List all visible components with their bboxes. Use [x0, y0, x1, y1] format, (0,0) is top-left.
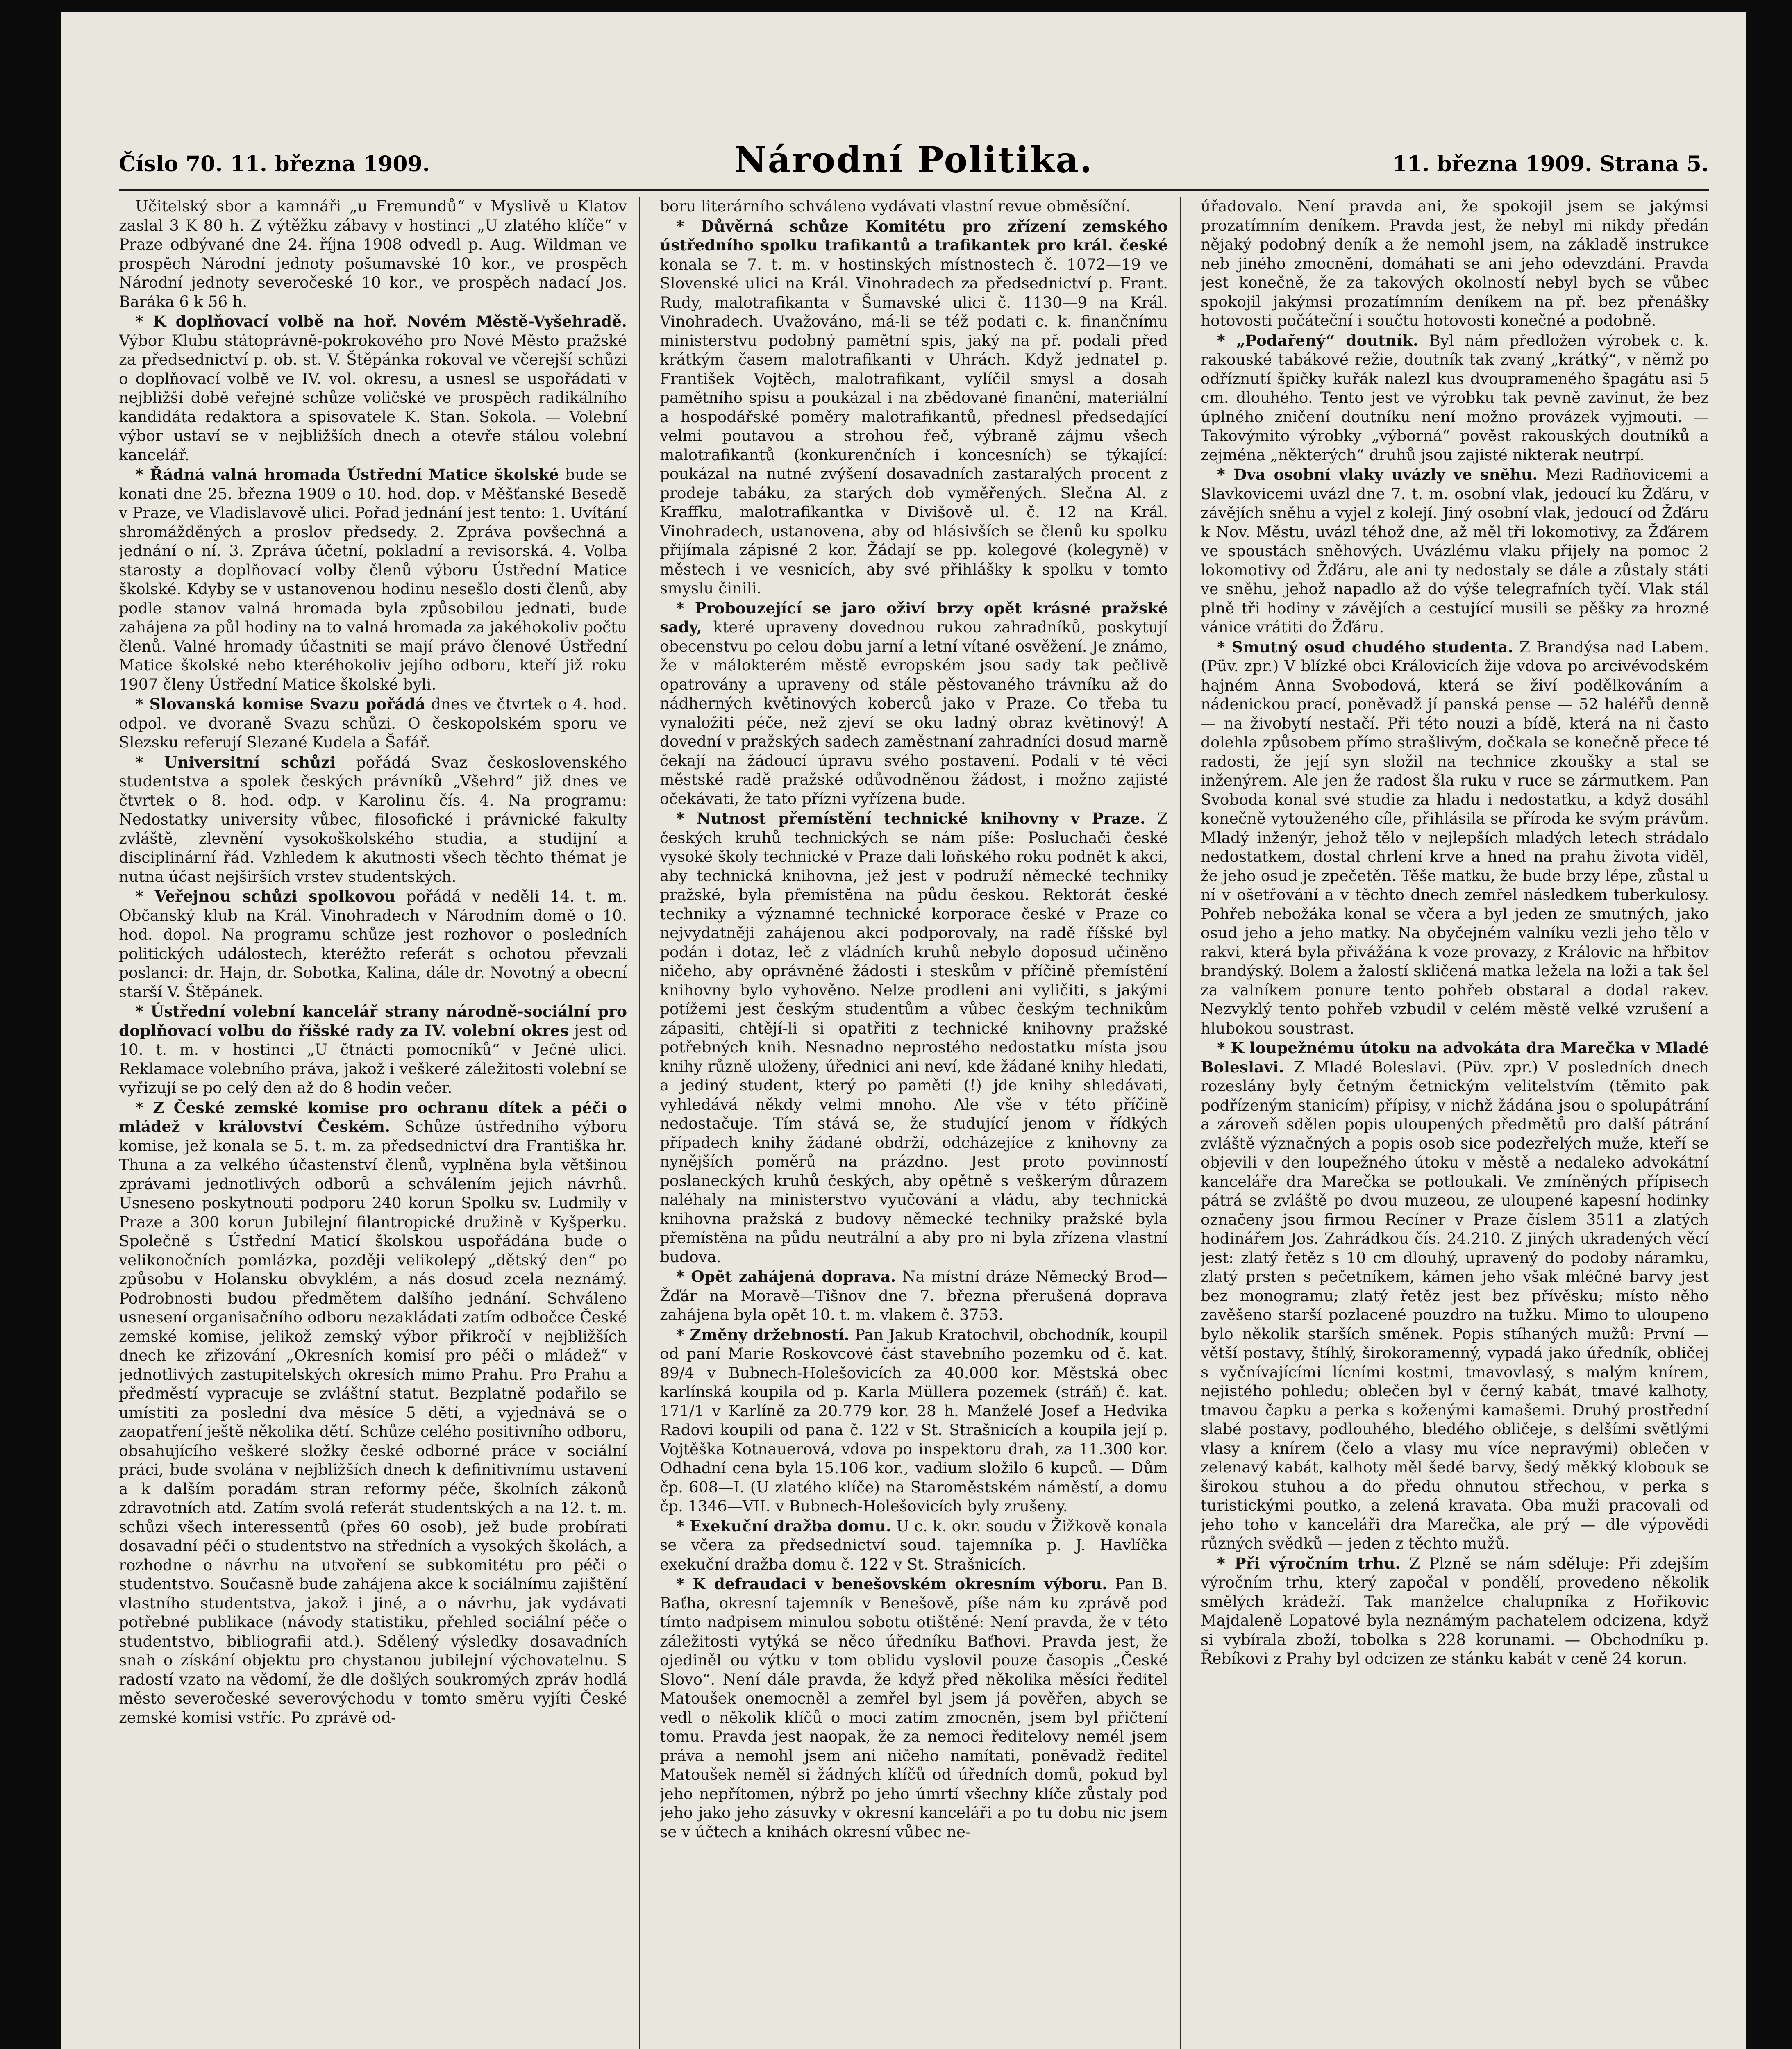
- article-paragraph: [1201, 1554, 1709, 1668]
- article-paragraph: [660, 809, 1168, 1266]
- article-heading: * Universitní schůzi: [135, 753, 336, 771]
- date-and-page: 11. března 1909. Strana 5.: [1392, 152, 1709, 177]
- article-paragraph: [119, 1098, 627, 1727]
- article-heading: * Z České zemské komise pro ochranu dítek a péči o mládež v království Českém.: [119, 1098, 627, 1136]
- column-1: [119, 197, 627, 2049]
- article-text: pořádá Svaz československého studentstva a spolek českých právníků „Všehrd“ již dnes ve čtvrtek o 8. hod. odp. v Karolinu čís. 4. Na programu: Nedostatky university vůbec, filosofické i právnické fakulty zvláště, zlevnění vysokoškolského studia, a studijní a disciplinární řád. Vzhledem k akutnosti všech těchto thémat je nutna účast nejširších vrstev studentských.: [119, 753, 627, 886]
- article-heading: * Opět zahájená doprava.: [676, 1268, 896, 1286]
- article-heading: * Při výročním trhu.: [1217, 1554, 1401, 1572]
- article-paragraph: [660, 1267, 1168, 1324]
- article-text: Pan B. Baťha, okresní tajemník v Benešově, píše nám ku zprávě pod tímto nadpisem minulou sobotu otištěné: Není pravda, že v této záležitosti vytýká se něco úředníku Baťhovi. Pravda jest, že ojediněl ou výtku v tom oblidu vyslovil pouze časopis „České Slovo“. Není dále pravda, že když před několika měsíci ředitel Matoušek onemocněl a zemřel byl jsem já pověřen, abych se vedl o několik klíčů o moci zatím zmocněn, jsem byl přičtení tomu. Pravda jest naopak, že za nemoci ředitelovy nemél jsem práva a nemohl jsem ani ničeho namítati, poněvadž ředitel Matoušek neměl si žádných klíčů od úředních domů, pokud byl jeho nepřítomen, nýbrž po jeho úmrtí všechny klíče zůstaly pod jeho jako jeho zásuvky v okresní kanceláři a po tu dobu nic jsem se v účtech a knihách okresní vůbec ne-: [660, 1575, 1168, 1841]
- article-paragraph: [1201, 465, 1709, 637]
- article-text: dnes ve čtvrtek o 4. hod. odpol. ve dvoraně Svazu schůzi. O českopolském sporu ve Slezsku referují Slezané Kudela a Šafář.: [119, 695, 627, 751]
- article-heading: * Slovanská komise Svazu pořádá: [135, 695, 425, 713]
- issue-number: Číslo 70. 11. března 1909.: [119, 152, 430, 177]
- article-heading: * Nutnost přemístění technické knihovny v Praze.: [676, 809, 1146, 827]
- article-paragraph: [660, 599, 1168, 809]
- column-2: [660, 197, 1168, 2049]
- article-text: které upraveny dovednou rukou zahradníků, poskytují obecenstvu po celou dobu jarní a letní vítané osvěžení. Je známo, že v málokterém městě evropském jsou sady tak pečlivě opatrovány a upraveny od stále pěstovaného trávníku až do nádherných květinových koberců jako v Praze. Co třeba tu vynaložiti péče, než zjeví se oku ladný obraz květinový! A dovední v pražských sadech zaměstnaní zahradníci dosud marně čekají na žádoucí úpravu svého postavení. Podali v té věci městské radě pražské odůvodněnou žádost, i možno zajisté očekávati, že tato přízni vyřízena bude.: [660, 618, 1168, 808]
- article-text: Z Mladé Boleslavi. (Püv. zpr.) V posledních dnech rozeslány byly četným četnickým velitelstvím (těmito pak podřízeným stanicím) přípisy, v nichž žádána jsou o spolupátrání a zároveň sdělen popis uloupených předmětů pro další pátrání zvláště význačných a popis osob sice podezřelých muže, kteří se objevili v den loupežného útoku v městě a nedaleko advokátní kanceláře dra Marečka se potloukali. Ve zmíněných přípisech pátrá se zvláště po dvou muzeou, ze uloupené kapesní hodinky označeny jsou firmou Recíner v Praze číslem 3511 a zlatých hodinářem Jos. Zahrádkou čís. 24.210. Z jiných ukradených věcí jest: zlatý řetěz s 10 cm dlouhý, upravený do podoby náramku, zlatý prsten s pečetníkem, kámen jeho však mléčné barvy jest bez monogramu; zlatý řetěz jest bez přívěsku; místo něho zavěšeno starší pozlacené pouzdro na tužku. Mimo to uloupeno bylo několik starších směnek. Popis stíhaných mužů: První — větší postavy, štíhlý, širokoramenný, vypadá jako úředník, obličej s vyčnívajícími lícními kostmi, tmavovlasý, s malým knírem, nejistého pohledu; oblečen byl v černý kabát, tmavé kalhoty, tmavou čapku a perka s koženými kamašemi. Druhý prostřední slabé postavy, podlouhého, bledého obličeje, s delšími světlými vlasy a knírem (čelo a vlasy mu více nepravými) oblečen v zelenavý kabát, kalhoty měl šedé barvy, šedý měkký klobouk se širokou stuhou a do předu ohnutou střechou, v perka s turistickými poutko, a zelená kravata. Oba muži pracovali od jeho toho v kanceláři dra Marečka, ale prý — dle výpovědi různých svědků — jeden z těchto mužů.: [1201, 1058, 1709, 1552]
- article-paragraph: [1201, 1038, 1709, 1553]
- article-text: U c. k. okr. soudu v Žižkově konala se včera za předsednictví soud. tajemníka p. J. Havlíčka exekuční dražba domu č. 122 v St. Strašnicích.: [660, 1517, 1168, 1573]
- article-text: Byl nám předložen výrobek c. k. rakouské tabákové režie, doutník tak zvaný „krátký“, v němž po odříznutí špičky kuřák nalezl kus dvouprameného špagátu asi 5 cm. dlouhého. Tento jest ve výrobku tak pevně zavinut, že bez úplného zničení doutníku není možno provázek vyjmouti. — Takovýmito výrobky „výborná“ pověst rakouských doutníků a zejména „některých“ druhů jsou zajisté nikterak neutrpí.: [1201, 331, 1709, 464]
- article-paragraph: [119, 465, 627, 694]
- article-text: Z Plzně se nám sděluje: Při zdejším výročním trhu, který započal v pondělí, provedeno několik smělých krádeží. Tak manželce chalupníka z Hořikovic Majdaleně Lopatové byla neznámým pachatelem odcizena, když si vybírala zboží, tobolka s 228 korunami. — Obchodníku p. Řebíkovi z Prahy byl odcizen ze stánku kabát v ceně 24 korun.: [1201, 1554, 1709, 1667]
- article-paragraph: [1201, 197, 1709, 330]
- article-heading: * Exekuční dražba domu.: [676, 1517, 892, 1535]
- article-text: pořádá v neděli 14. t. m. Občanský klub na Král. Vinohradech v Národním domě o 10. hod. dopol. Na programu schůze jest rozhovor o posledních politických událostech, kteréžto referát s ochotou převzali poslanci: dr. Hajn, dr. Sobotka, Kalina, dále dr. Novotný a obecní starší V. Štěpánek.: [119, 887, 627, 1001]
- article-text: Na místní dráze Německý Brod—Žďár na Moravě—Tišnov dne 7. března přerušená doprava zahájena byla opět 10. t. m. vlakem č. 3753.: [660, 1268, 1168, 1324]
- article-text: Mezi Radňovicemi a Slavkovicemi uvázl dne 7. t. m. osobní vlak, jedoucí ku Žďáru, v závějích sněhu a vyjel z kolejí. Jiný osobní vlak, jedoucí od Žďáru k Nov. Městu, uvázl téhož dne, až měl tři lokomotivy, za Žďárem ve spoustách sněhových. Uvázlému vlaku přijely na pomoc 2 lokomotivy od Žďáru, ale ani ty nedostaly se dále a zůstaly státi ve sněhu, jehož napadlo až do výše telegrafních tyčí. Vlak stál plně tři hodiny v závějích a cestující musili se pěšky za hrozné vánice vrátiti do Žďáru.: [1201, 466, 1709, 636]
- article-heading: * Smutný osud chudého studenta.: [1217, 638, 1513, 656]
- article-heading: * „Podařený“ doutník.: [1217, 331, 1418, 350]
- article-paragraph: [119, 695, 627, 752]
- article-heading: * Dva osobní vlaky uvázly ve sněhu.: [1217, 466, 1538, 484]
- article-text: jest od 10. t. m. v hostinci „U čtnácti pomocníků“ v Ječné ulici. Reklamace volebního práva, jakož i veškeré záležitosti volební se vyřizují se po celý den až do 8 hodin večer.: [119, 1021, 627, 1097]
- page-header: [119, 139, 1709, 189]
- article-paragraph: [119, 197, 627, 311]
- article-heading: * K defraudaci v benešovském okresním výboru.: [676, 1575, 1108, 1593]
- article-paragraph: [660, 197, 1168, 216]
- article-text: konala se 7. t. m. v hostinských místnostech č. 1072—19 ve Slovenské ulici na Král. Vinohradech za předsednictví p. Frant. Rudy, malotrafikanta v Šumavské ulici č. 1130—9 na Král. Vinohradech. Uvažováno, má-li se též podati c. k. finančnímu ministerstvu podobný pamětní spis, jaký na př. podali před krátkým časem malotrafikanti v Uhrách. Když jednatel p. František Vojtěch, malotrafikant, vylíčil smysl a dosah pamětního spisu a poukázal i na zbědované finanční, materiální a hospodářské poměry malotrafikantů, přednesl předsedající velmi poutavou a strohou řeč, výbraně zájmu všech malotrafikantů (konkurenčních i koncesních) se týkající: poukázal na nutné zvýšení dosavadních zastaralých procent z prodeje tabáku, za starých dob vyměřených. Slečna Al. z Kraffku, malotrafikantka v Divišově ul. č. 12 na Král. Vinohradech, ustanovena, aby od hlásivších se členů ku spolku přijímala zápisné 2 kor. Žádají se pp. kolegové (kolegyně) v městech i ve vesnicích, aby své přihlášky k spolku v tomto smyslu činili.: [660, 255, 1168, 597]
- column-divider: [639, 197, 640, 2049]
- article-heading: * Veřejnou schůzi spolkovou: [135, 887, 395, 905]
- article-paragraph: [660, 1574, 1168, 1841]
- column-divider: [1180, 197, 1181, 2049]
- column-3: [1201, 197, 1709, 2049]
- article-text: Výbor Klubu státoprávně-pokrokového pro Nové Město pražské za předsednictví p. ob. st. V. Štěpánka rokoval ve včerejší schůzi o doplňovací volbě ve IV. vol. okresu, a usnesl se uspořádati v nejbližší době veřejné schůze voličské ve prospěch radikálního kandidáta redaktora a spisovatele K. Stan. Sokola. — Volební výbor ustaví se v nejbližších dnech a otevře stálou volební kancelář.: [119, 331, 627, 464]
- article-heading: * Důvěrná schůze Komitétu pro zřízení zemského ústředního spolku trafikantů a trafikantek pro král. české: [660, 217, 1168, 254]
- article-heading: * Probouzející se jaro oživí brzy opět krásné pražské sady,: [660, 599, 1168, 636]
- article-paragraph: [1201, 638, 1709, 1038]
- header-rule: [119, 189, 1709, 191]
- article-text: Z Brandýsa nad Labem. (Püv. zpr.) V blízké obci Královicích žije vdova po arcivévodském hajném Anna Svobodová, která se živí podělkováním a nádenickou prací, poněvadž jí panská pense — 52 haléřů denně — na živobytí nestačí. Při této nouzi a bídě, která na ni často dolehla způsobem přímo strašlivým, dočkala se konečně přece té radosti, že její syn složil na technice zkoušky a stal se inženýrem. Ale jen že radost šla ruku v ruce se zármutkem. Pan Svoboda konal své studie za hladu i nedostatku, a když dosáhl konečně vytouženého cíle, přihlásila se příroda ke svým právům. Mladý inženýr, jehož tělo v nejlepších mladých letech strádalo nedostatkem, dostal chrlení krve a hned na prahu života viděl, že jeho osud je zpečetěn. Těše matku, že bude brzy lépe, zůstal u ní v ošetřování a v těchto dnech zemřel následkem tuberkulosy. Pohřeb nebožáka konal se včera a byl jeden ze smutných, jako osud jeho a jeho matky. Na obyčejném valníku vezli jeho tělo v rakvi, která byla přivážána k voze provazy, z Královic na hřbitov brandýský. Bolem a žalostí skličená matka ležela na loži a tak šel za valníkem ponure tento pohřeb obstaral a dodal rakev. Nezvyklý tento pohřeb vzbudil v celém městě velké vzrušení a hlubokou soustrast.: [1201, 638, 1709, 1037]
- article-heading: * K doplňovací volbě na hoř. Novém Městě-Vyšehradě.: [135, 312, 627, 330]
- article-paragraph: [119, 887, 627, 1001]
- article-paragraph: [119, 753, 627, 886]
- article-text: boru literárního schváleno vydávati vlastní revue obměsíční.: [660, 197, 1131, 215]
- masthead-title: Národní Politika.: [734, 139, 1093, 181]
- article-text: úřadovalo. Není pravda ani, že spokojil jsem se jakýmsi prozatímním deníkem. Pravda jest, že nebyl mi nikdy předán nějaký podobný deník a že nemohl jsem, na základě instrukce neb jiného zmocnění, domáhati se ani jeho odevzdání. Pravda jest konečně, že za takových okolností nebyl bych se vůbec spokojil jakýmsi prozatímním deníkem na př. bez přenášky hotovosti počáteční i součtu hotovosti konečné a podobně.: [1201, 197, 1709, 329]
- article-paragraph: [660, 1517, 1168, 1574]
- article-text: Z českých kruhů technických se nám píše: Posluchači české vysoké školy technické v Praze dali loňského roku podnět k akci, aby technická knihovna, jež jest v podruží německé techniky pražské, byla přemístěna na půdu českou. Rektorát české techniky a významné technické korporace české v Praze co nejvydatněji zahájenou akci podporovaly, na radě říšské byl podán i dotaz, leč z vládních kruhů nebylo doposud učiněno ničeho, aby oprávněné žádosti i steskům v příčině přemístění knihovny bylo vyhověno. Nelze prodleni ani vyličiti, s jakými potížemi jest českým studentům a vůbec českým technikům zápasiti, chtějí-li si opatřiti z technické knihovny pražské potřebných knih. Nesnadno neprostého nedostatku místa jsou knihy různě uloženy, úřednici ani neví, kde žádané knihy hledati, a jediný student, který po paměti (!) jde knihy shledávati, vyhledává někdy velmi mnoho. Ale vše v této příčině nedostačuje. Tím stává se, že studující jenom v řídkých případech knihy žádané obdrží, odcházejíce z knihovny za nynějších poměrů na prázdno. Jest proto povinností poslaneckých kruhů českých, aby opětně s veškerým důrazem naléhaly na ministerstvo vyučování a vládu, aby technická knihovna pražská z budovy německé techniky pražské byla přemístěna na půdu neutrální a aby pro ni byla zřízena vlastní budova.: [660, 809, 1168, 1266]
- article-paragraph: [119, 312, 627, 464]
- article-heading: * Ústřední volební kancelář strany národně-sociální pro doplňovací volbu do říšské rady za IV. volební okres: [119, 1002, 627, 1040]
- article-heading: * K loupežnému útoku na advokáta dra Marečka v Mladé Boleslavi.: [1201, 1039, 1709, 1076]
- article-heading: * Řádná valná hromada Ústřední Matice školské: [135, 466, 559, 484]
- article-text: Učitelský sbor a kamnáři „u Fremundů“ v Myslivě u Klatov zaslal 3 K 80 h. Z výtěžku zábavy v hostinci „U zlatého klíče“ v Praze odbývané dne 24. října 1908 odvedl p. Aug. Wildman ve prospěch Národní jednoty pošumavské 10 kor., ve prospěch Národní jednoty severočeské 10 kor., ve prospěch nadací Jos. Baráka 6 k 56 h.: [119, 197, 627, 311]
- article-text: Schůze ústředního výboru komise, jež konala se 5. t. m. za předsednictví dra Františka hr. Thuna a za velkého účastenství členů, vyplněna byla většinou zprávami jednotlivých odborů a schválením jejich návrhů. Usneseno poskytnouti podporu 240 korun Spolku sv. Ludmily v Praze a 300 korun Jubilejní filantropické družině v Kyšperku. Společně s Ústřední Maticí školskou uspořádána bude o velikonočních pomlázka, později velikolepý „dětský den“ po způsobu v Holansku obvyklém, a nás dosud zcela neznámý. Podrobnosti budou předmětem dalšího jednání. Schváleno usnesení organisačního odboru nezakládati zatím odbočce České zemské komise, jelikož zemský výbor přikročí v nejbližších dnech ke zřizování „Okresních komisí pro péči o mládež“ v jednotlivých zastupitelských okresích mimo Prahu. Pro Prahu a předměstí vypracuje se zvláštní statut. Bezplatně podařilo se umístiti za poslední dva měsíce 5 dětí, a vyjednává se o zaopatření ještě několika dětí. Schůze celého positivního odboru, obsahujícího veškeré složky české odborné práce v sociální práci, bude svolána v nejbližších dnech k definitivnímu ustavení a k dalším poradám stran reformy péče, školních zákonů zdravotních atd. Zatím svolá referát studentských a na 12. t. m. schůzi všech interessentů (přes 60 osob), jež bude probírati dosavadní péči o studentstvo na středních a vysokých školách, a rozhodne o návrhu na utvoření se subkomitétu pro péči o studentstvo. Současně bude zahájena akce k sociálnímu zajištění vlastního studentstva, jakož i jiné, a o návrhu, jak vydávati potřebné publikace (návody statistiku, přehled sociální péče o studentstvo, bibliografii atd.). Sdělený výsledky dosavadních snah o získání objektu pro chystanou jubilejní výchovatelnu. S radostí vzato na vědomí, že dle došlých soukromých zpráv hodlá město severočeské severovýchodu v tomto směru vyjíti České zemské komisi vstříc. Po zprávě od-: [119, 1118, 627, 1726]
- article-paragraph: [119, 1002, 627, 1097]
- article-text: bude se konati dne 25. března 1909 o 10. hod. dop. v Měšťanské Besedě v Praze, ve Vladislavově ulici. Pořad jednání jest tento: 1. Uvítání shromážděných a proslov předsedy. 2. Zpráva povšechná a jednání o ní. 3. Zpráva účetní, pokladní a revisorská. 4. Volba starosty a doplňovací volby členů výboru Ústřední Matice školské. Kdyby se v ustanovenou hodinu nesešlo dosti členů, aby podle stanov valná hromada byla způsobilou jednati, bude zahájena za půl hodiny na to valná hromada za jakéhokoliv počtu členů. Valné hromady účastniti se mají právo členové Ústřední Matice školské nebo kteréhokoliv jejího odboru, kteří již roku 1907 členy Ústřední Matice školské byli.: [119, 466, 627, 693]
- article-paragraph: [660, 217, 1168, 598]
- newspaper-page: [61, 12, 1746, 2049]
- article-paragraph: [660, 1325, 1168, 1516]
- article-heading: * Změny držebností.: [676, 1325, 849, 1344]
- article-paragraph: [1201, 331, 1709, 465]
- article-text: Pan Jakub Kratochvil, obchodník, koupil od paní Marie Roskovcové část stavebního pozemku od č. kat. 89/4 v Bubnech-Holešovicích za 40.000 kor. Městská obec karlínská koupila od p. Karla Müllera pozemek (stráň) č. kat. 171/1 v Karlíně za 20.779 kor. 28 h. Manželé Josef a Hedvika Radovi koupili od pana č. 122 v St. Strašnicích a koupila její p. Vojtěška Kotnauerová, vdova po inspektoru drah, za 11.300 kor. Odhadní cena byla 15.106 kor., vadium složilo 6 kupců. — Dům čp. 608—I. (U zlatého klíče) na Staroměstském náměstí, a domu čp. 1346—VII. v Bubnech-Holešovicích byly zrušeny.: [660, 1325, 1168, 1515]
